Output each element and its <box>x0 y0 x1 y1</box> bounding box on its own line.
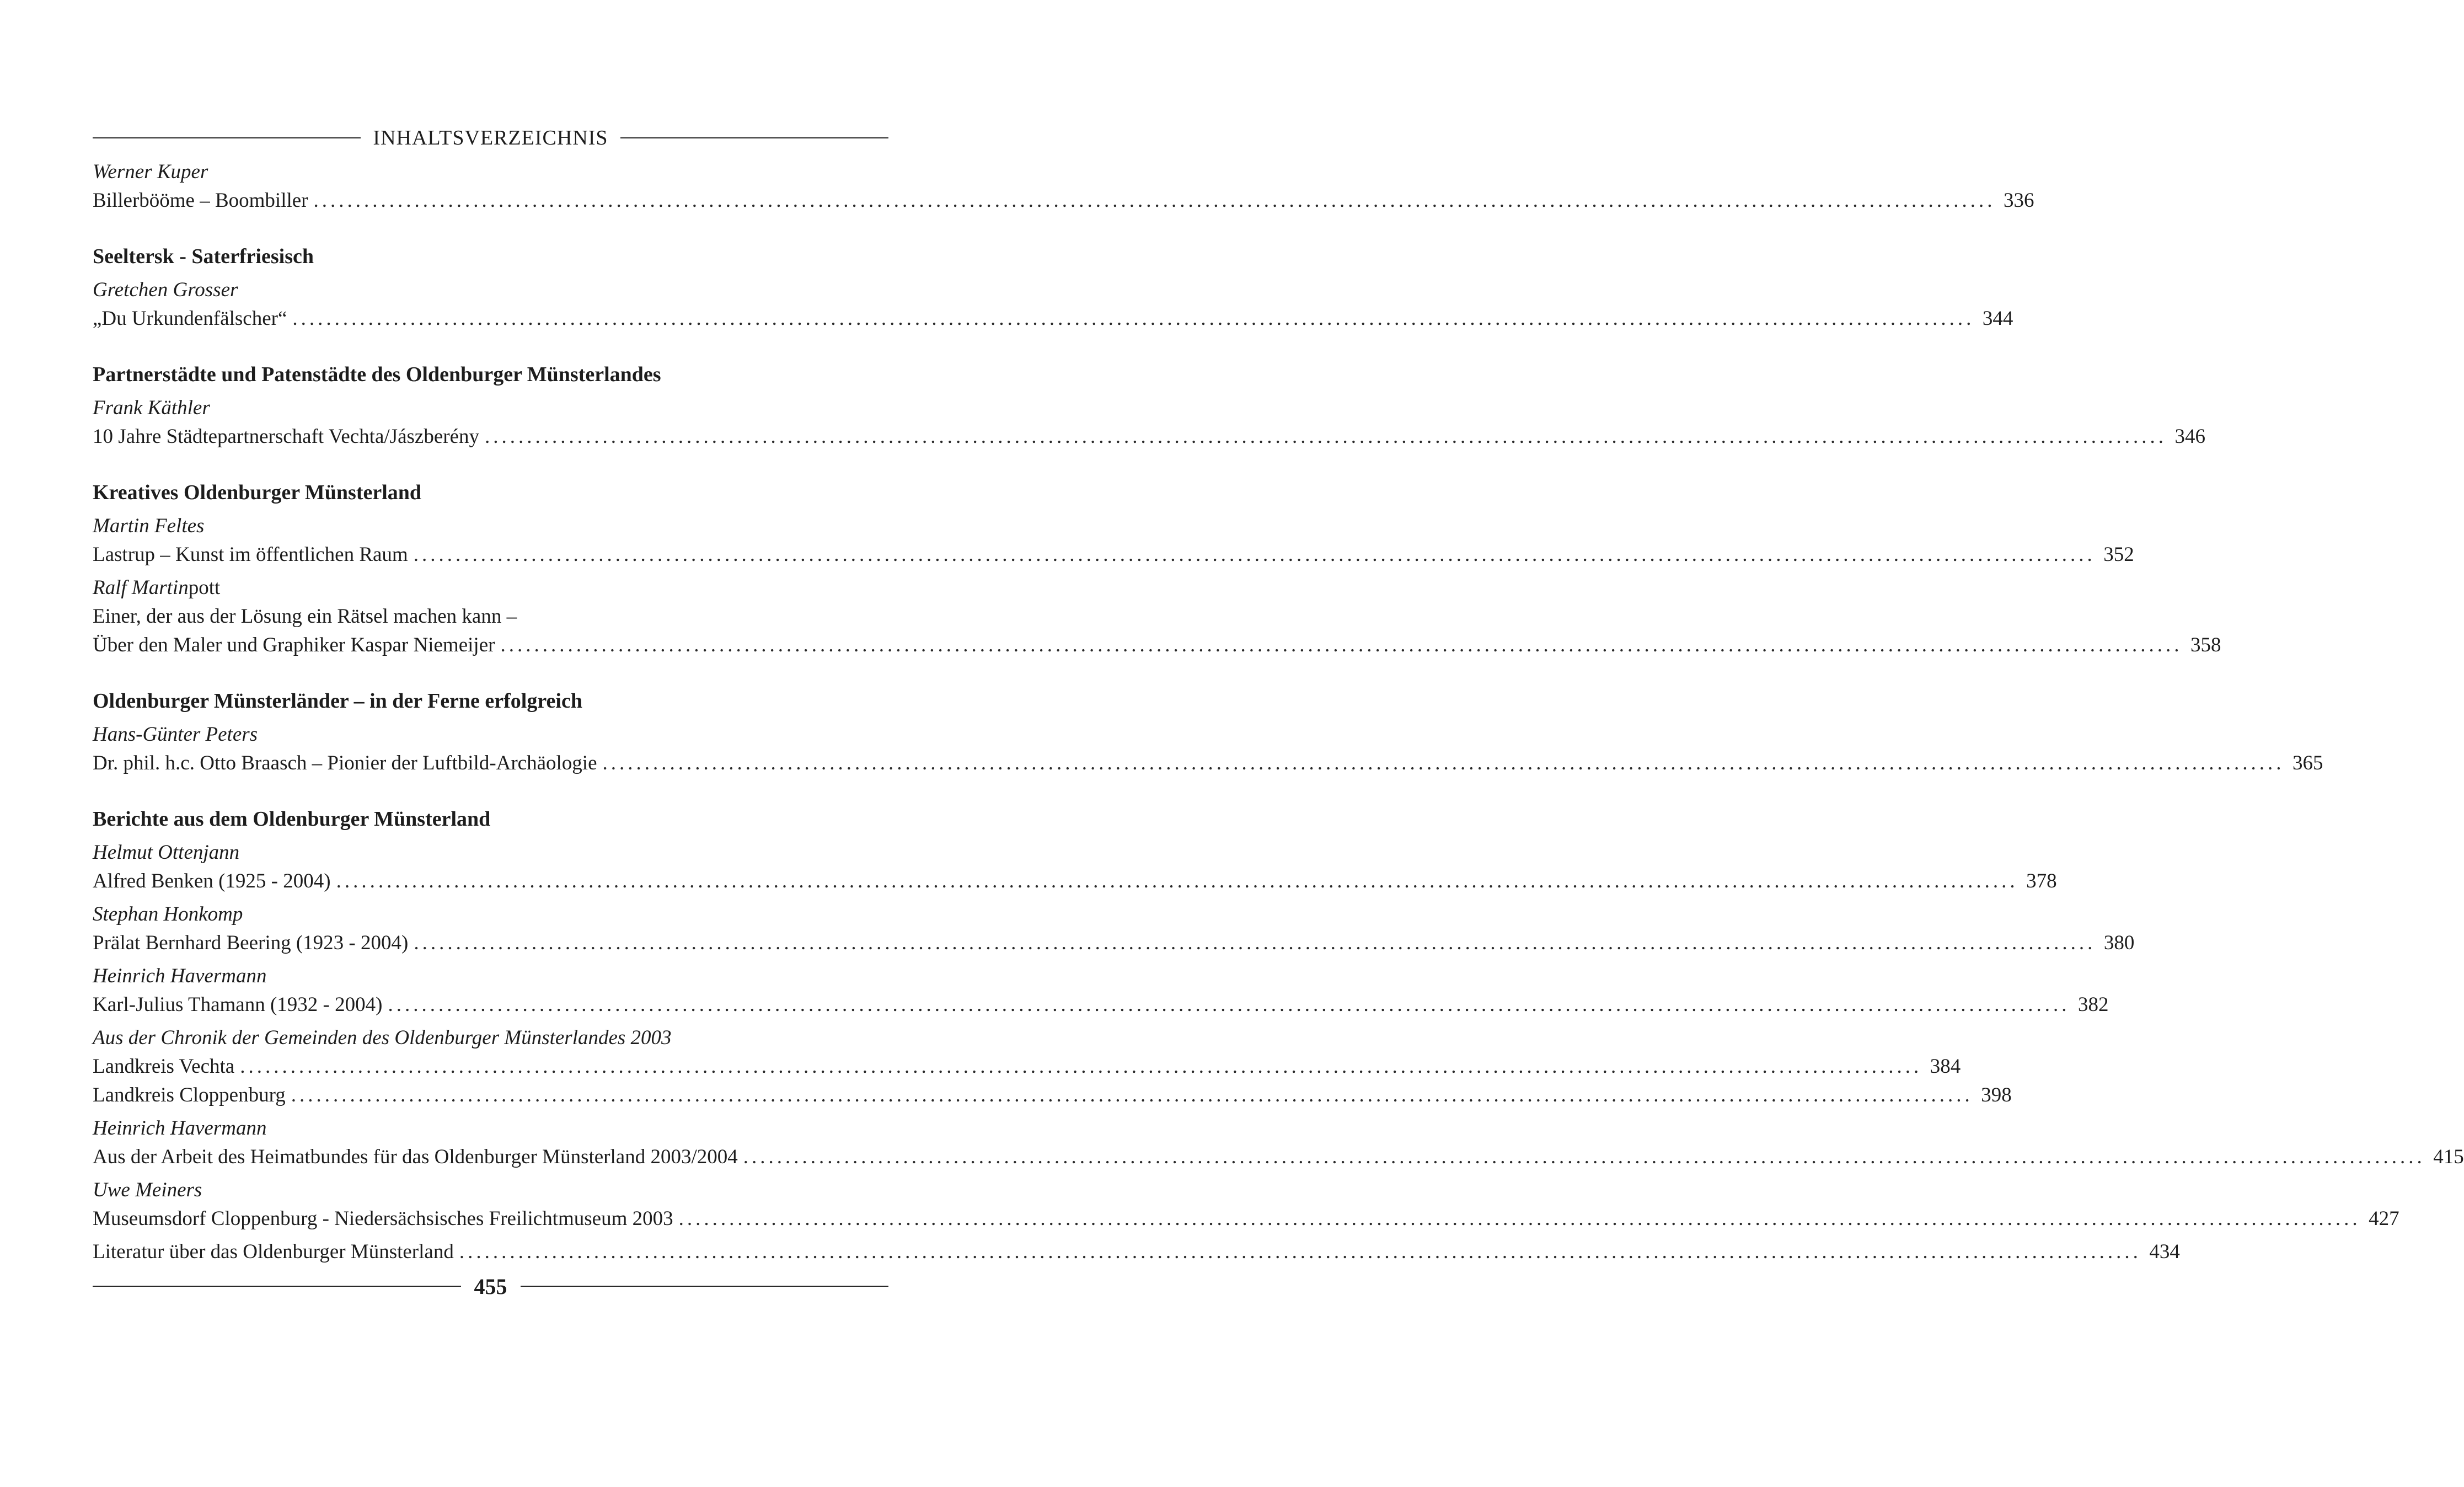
entry-row <box>93 304 2013 333</box>
toc-entry <box>93 1176 2399 1233</box>
entry-author: Gretchen Grosser <box>93 279 238 301</box>
entry-row <box>93 541 2134 569</box>
entry-page-number: 434 <box>2149 1240 2180 1263</box>
dot-leader: ........................................................................................................................................................................................................ <box>678 1207 2361 1230</box>
entry-page-number: 336 <box>2004 189 2034 212</box>
entry-author: Frank Käthler <box>93 397 210 419</box>
dot-leader: ........................................................................................................................................................................................................ <box>291 1084 1973 1106</box>
entry-title-line: Einer, der aus der Lösung ein Rätsel machen kann – <box>93 605 517 628</box>
dot-leader: ........................................................................................................................................................................................................ <box>413 543 2096 566</box>
entry-row <box>93 749 2323 778</box>
toc-entry <box>93 838 2057 896</box>
toc-entry <box>93 574 2221 660</box>
entry-title: 10 Jahre Städtepartnerschaft Vechta/Jászberény <box>93 425 479 448</box>
entry-title: Literatur über das Oldenburger Münsterland <box>93 1240 454 1263</box>
entry-page-number: 398 <box>1981 1084 2012 1106</box>
toc-entry <box>93 1238 2180 1266</box>
toc-entry <box>93 276 2013 333</box>
entry-row <box>93 422 2205 451</box>
entry-author: Werner Kuper <box>93 161 208 183</box>
entry-title: Alfred Benken (1925 - 2004) <box>93 870 331 892</box>
entry-row <box>93 186 2034 215</box>
footer-rule-left <box>93 1286 461 1287</box>
toc-entry <box>93 1114 2464 1172</box>
entry-author: Hans-Günter Peters <box>93 723 258 746</box>
entry-title: Karl-Julius Thamann (1932 - 2004) <box>93 993 383 1016</box>
entry-title: Über den Maler und Graphiker Kaspar Niemeijer <box>93 634 495 656</box>
page-number: 455 <box>474 1274 507 1299</box>
running-head <box>93 121 888 154</box>
entry-author: Uwe Meiners <box>93 1179 202 1201</box>
entry-page-number: 384 <box>1930 1055 1961 1078</box>
entry-author: Heinrich Havermann <box>93 1117 267 1140</box>
entry-row <box>93 1205 2399 1233</box>
header-rule-left <box>93 137 361 138</box>
entry-page-number: 378 <box>2026 870 2057 892</box>
entry-title: Aus der Arbeit des Heimatbundes für das Oldenburger Münsterland 2003/2004 <box>93 1146 738 1168</box>
entry-author: Stephan Honkomp <box>93 903 243 926</box>
toc-entry <box>93 394 2205 451</box>
toc-entry <box>93 720 2323 778</box>
entry-page-number: 415 <box>2433 1146 2464 1168</box>
entry-page-number: 344 <box>1982 307 2013 330</box>
dot-leader: ........................................................................................................................................................................................................ <box>388 993 2070 1016</box>
entry-page-number: 358 <box>2190 634 2221 656</box>
dot-leader: ........................................................................................................................................................................................................ <box>743 1146 2425 1168</box>
toc-entry <box>93 900 2135 958</box>
entry-page-number: 382 <box>2077 993 2109 1016</box>
entry-title: Billerbööme – Boombiller <box>93 189 308 212</box>
dot-leader: ........................................................................................................................................................................................................ <box>500 634 2183 656</box>
entry-page-number: 346 <box>2174 425 2205 448</box>
entry-row <box>93 1143 2464 1172</box>
entry-author-italic: Ralf Martin <box>93 576 189 599</box>
running-head-title: INHALTSVERZEICHNIS <box>373 126 608 149</box>
dot-leader: ........................................................................................................................................................................................................ <box>336 870 2018 892</box>
entry-author <box>93 574 888 602</box>
entry-row <box>93 929 2135 958</box>
entry-title: Prälat Bernhard Beering (1923 - 2004) <box>93 932 409 954</box>
header-rule-right <box>620 137 888 138</box>
dot-leader: ........................................................................................................................................................................................................ <box>313 189 1996 212</box>
dot-leader: ........................................................................................................................................................................................................ <box>414 932 2096 954</box>
toc-entry <box>93 512 2134 569</box>
page-footer <box>93 1271 888 1302</box>
entry-row <box>93 991 2109 1019</box>
entry-author: Heinrich Havermann <box>93 965 267 987</box>
entry-title: Landkreis Cloppenburg <box>93 1084 286 1106</box>
toc-entry <box>93 962 2109 1019</box>
toc-entry <box>93 1024 2012 1110</box>
entry-page-number: 380 <box>2103 932 2135 954</box>
section-heading: Partnerstädte und Patenstädte des Oldenburger Münsterlandes <box>93 363 661 386</box>
entry-title: Museumsdorf Cloppenburg - Niedersächsisches Freilichtmuseum 2003 <box>93 1207 673 1230</box>
entry-author: Helmut Ottenjann <box>93 841 240 864</box>
entry-title: „Du Urkundenfälscher“ <box>93 307 287 330</box>
entry-page-number: 365 <box>2292 752 2323 774</box>
entry-title: Lastrup – Kunst im öffentlichen Raum <box>93 543 408 566</box>
entry-row <box>93 1081 2012 1110</box>
dot-leader: ........................................................................................................................................................................................................ <box>602 752 2285 774</box>
dot-leader: ........................................................................................................................................................................................................ <box>292 307 1975 330</box>
entry-title: Dr. phil. h.c. Otto Braasch – Pionier der Luftbild-Archäologie <box>93 752 597 774</box>
section-heading: Oldenburger Münsterländer – in der Ferne erfolgreich <box>93 689 582 713</box>
section-heading: Seeltersk - Saterfriesisch <box>93 245 314 268</box>
section-heading: Kreatives Oldenburger Münsterland <box>93 481 422 504</box>
toc-entry <box>93 158 2034 215</box>
entry-row <box>93 1238 2180 1266</box>
entry-author: Aus der Chronik der Gemeinden des Oldenburger Münsterlandes 2003 <box>93 1026 672 1049</box>
entry-author-plain: pott <box>188 576 221 599</box>
entry-row <box>93 867 2057 896</box>
section-heading: Berichte aus dem Oldenburger Münsterland <box>93 807 491 831</box>
footer-rule-right <box>521 1286 889 1287</box>
entry-row <box>93 1052 1961 1081</box>
entry-author: Martin Feltes <box>93 515 205 537</box>
toc-page <box>93 121 2464 1302</box>
dot-leader: ........................................................................................................................................................................................................ <box>459 1240 2141 1263</box>
dot-leader: ........................................................................................................................................................................................................ <box>485 425 2167 448</box>
entry-row <box>93 631 2221 660</box>
dot-leader: ........................................................................................................................................................................................................ <box>240 1055 1922 1078</box>
entry-page-number: 352 <box>2103 543 2134 566</box>
entry-title: Landkreis Vechta <box>93 1055 235 1078</box>
entry-page-number: 427 <box>2369 1207 2399 1230</box>
